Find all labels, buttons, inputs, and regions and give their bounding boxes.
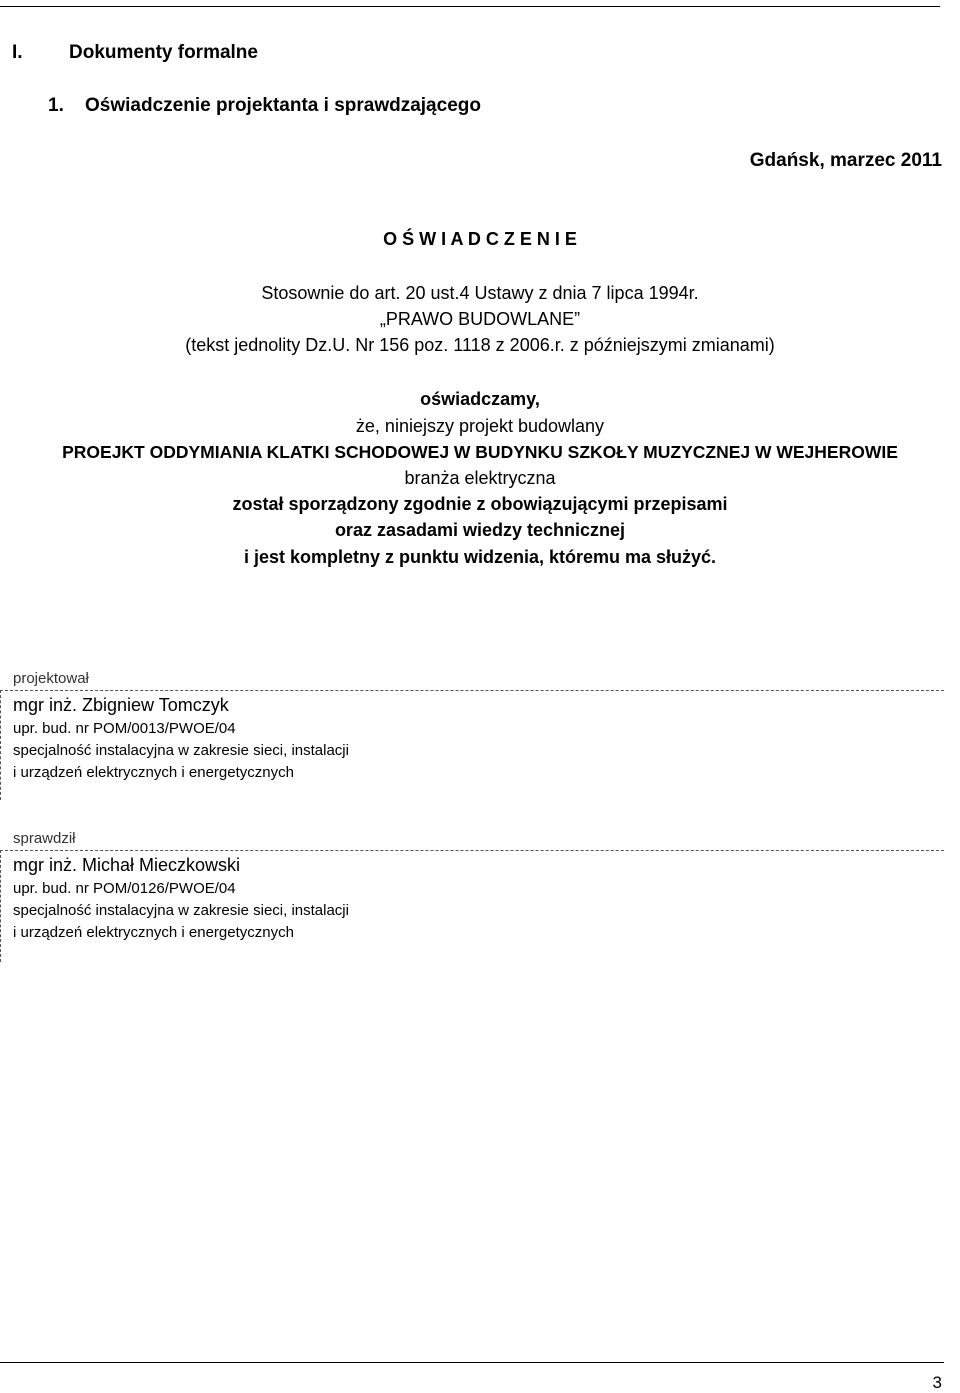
law-line-1: Stosownie do art. 20 ust.4 Ustawy z dnia 7 lipca 1994r. [261, 283, 699, 303]
body-line-2: oraz zasadami wiedzy technicznej [334, 520, 626, 540]
subsection-title: Oświadczenie projektanta i sprawdzającego [85, 95, 481, 116]
checker-specialty-2: i urządzeń elektrycznych i energetycznych [13, 924, 294, 941]
checker-license: upr. bud. nr POM/0126/PWOE/04 [13, 880, 236, 897]
designer-license: upr. bud. nr POM/0013/PWOE/04 [13, 720, 236, 737]
designer-label: projektował [13, 670, 89, 687]
checker-dashed-margin [0, 850, 1, 962]
designer-dashed-rule [0, 690, 944, 691]
checker-dashed-rule [0, 850, 944, 851]
body-line-1: został sporządzony zgodnie z obowiązującymi przepisami [232, 494, 728, 514]
section-title: Dokumenty formalne [69, 42, 258, 63]
checker-label: sprawdził [13, 830, 76, 847]
section-heading [12, 42, 258, 64]
page-number: 3 [932, 1373, 942, 1392]
designer-specialty-1: specjalność instalacyjna w zakresie sieci, instalacji [13, 742, 349, 759]
designer-dashed-margin [0, 690, 1, 800]
place-date: Gdańsk, marzec 2011 [749, 150, 942, 171]
subsection-heading [48, 95, 481, 117]
statement-title: O Ś W I A D C Z E N I E [383, 229, 577, 249]
checker-specialty-1: specjalność instalacyjna w zakresie sieci, instalacji [13, 902, 349, 919]
designer-name: mgr inż. Zbigniew Tomczyk [13, 695, 229, 715]
header-rule [0, 6, 940, 7]
declare-text: oświadczamy, [420, 389, 540, 409]
branch-text: branża elektryczna [404, 468, 556, 488]
checker-name: mgr inż. Michał Mieczkowski [13, 855, 241, 875]
section-number: I. [12, 42, 23, 63]
designer-specialty-2: i urządzeń elektrycznych i energetycznych [13, 764, 294, 781]
footer-rule [0, 1362, 944, 1363]
law-line-3: (tekst jednolity Dz.U. Nr 156 poz. 1118 z 2006.r. z późniejszymi zmianami) [185, 335, 775, 355]
law-line-2: „PRAWO BUDOWLANE” [379, 309, 581, 329]
project-name: PROEJKT ODDYMIANIA KLATKI SCHODOWEJ W BUDYNKU SZKOŁY MUZYCZNEJ W WEJHEROWIE [62, 442, 898, 462]
subsection-number: 1. [48, 95, 64, 116]
that-text: że, niniejszy projekt budowlany [355, 416, 605, 436]
body-line-3: i jest kompletny z punktu widzenia, któremu ma służyć. [243, 547, 717, 567]
